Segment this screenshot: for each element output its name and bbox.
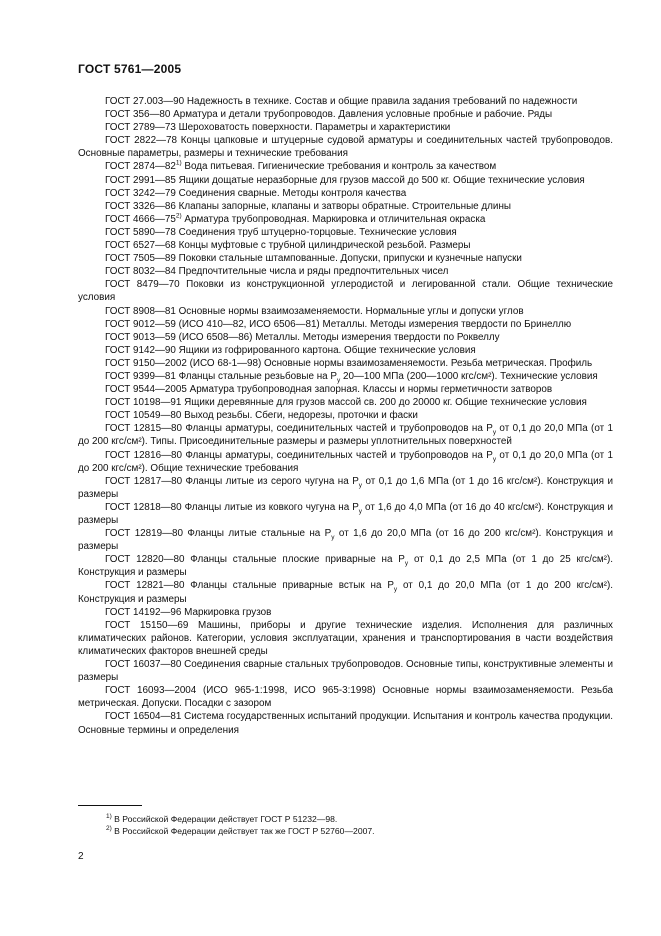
reference-item [78, 226, 613, 239]
reference-text: ГОСТ 2991—85 Ящики дощатые неразборные для грузов массой до 500 кг. Общие технические условия [105, 174, 585, 186]
reference-item [78, 213, 613, 226]
reference-item [78, 396, 613, 409]
reference-text: ГОСТ 15150—69 Машины, приборы и другие технические изделия. Исполнения для различных климатических районов. Категории, условия эксплуатации, хранения и транспортирования в части воздействия климатических факторов внешней среды [78, 619, 613, 657]
reference-text: ГОСТ 2789—73 Шероховатость поверхности. Параметры и характеристики [105, 122, 451, 134]
reference-text: ГОСТ 16037—80 Соединения сварные стальных трубопроводов. Основные типы, конструктивные элементы и размеры [78, 659, 613, 684]
reference-text: ГОСТ 7505—89 Поковки стальные штампованные. Допуски, припуски и кузнечные напуски [105, 253, 522, 265]
reference-item [78, 134, 613, 160]
reference-item [78, 475, 613, 501]
pressure-subscript: у [404, 560, 409, 568]
reference-item [78, 305, 613, 318]
reference-item [78, 553, 613, 579]
reference-item [78, 409, 613, 422]
footnote [106, 813, 375, 825]
page-header: ГОСТ 5761—2005 [78, 62, 182, 76]
reference-text: ГОСТ 16504—81 Система государственных испытаний продукции. Испытания и контроль качества продукции. Основные термины и определения [78, 711, 613, 736]
reference-text: Арматура трубопроводная. Маркировка и отличительная окраска [181, 213, 486, 225]
reference-item [78, 710, 613, 736]
pressure-subscript: у [331, 534, 335, 542]
footnote-mark: 2) [106, 825, 112, 833]
footnote-divider [78, 805, 142, 806]
reference-text: ГОСТ 12817—80 Фланцы литые из серого чугуна на P [105, 475, 359, 487]
reference-item [78, 422, 613, 448]
reference-item [78, 331, 613, 344]
reference-item [78, 501, 613, 527]
reference-text: ГОСТ 12821—80 Фланцы стальные приварные встык на P [105, 580, 394, 592]
reference-item [78, 344, 613, 357]
reference-text: ГОСТ 8908—81 Основные нормы взаимозаменяемости. Нормальные углы и допуски углов [105, 305, 524, 317]
footnote-mark: 1) [175, 160, 182, 168]
reference-item [78, 619, 613, 658]
reference-text: от 0,1 до 1,6 МПа (от 1 до 16 кгс/см²). Конструкция и размеры [78, 475, 613, 500]
reference-item [78, 370, 613, 383]
reference-item [78, 174, 613, 187]
reference-text: от 1,6 до 20,0 МПа (от 16 до 200 кгс/см²). Конструкция и размеры [78, 528, 613, 553]
footnote [106, 825, 375, 837]
footnote-mark: 2) [175, 212, 182, 220]
reference-text: ГОСТ 12818—80 Фланцы литые из ковкого чугуна на P [105, 501, 359, 513]
reference-text: ГОСТ 9150—2002 (ИСО 68-1—98) Основные нормы взаимозаменяемости. Резьба метрическая. Профиль [105, 357, 593, 369]
footnote-text: В Российской Федерации действует ГОСТ Р 51232—98. [111, 814, 338, 824]
reference-text: от 0,1 до 20,0 МПа (от 1 до 200 кгс/см²). Общие технические требования [78, 449, 614, 474]
reference-item [78, 579, 613, 605]
reference-text: от 1,6 до 4,0 МПа (от 16 до 40 кгс/см²). Конструкция и размеры [78, 501, 613, 526]
pressure-subscript: у [358, 481, 363, 489]
reference-item [78, 606, 613, 619]
pressure-subscript: у [336, 376, 341, 384]
pressure-subscript: у [393, 586, 398, 594]
reference-text: ГОСТ 3242—79 Соединения сварные. Методы контроля качества [105, 187, 407, 199]
reference-item [78, 684, 613, 710]
reference-item [78, 265, 613, 278]
reference-item [78, 318, 613, 331]
reference-item [78, 160, 613, 173]
reference-item [78, 357, 613, 370]
reference-text: ГОСТ 12815—80 Фланцы арматуры, соединительных частей и трубопроводов на P [105, 423, 493, 435]
pressure-subscript: у [492, 429, 497, 437]
footnote-mark: 1) [106, 813, 112, 821]
pressure-subscript: у [492, 455, 497, 463]
reference-text: ГОСТ 2874—82 [105, 161, 176, 173]
footnote-text: В Российской Федерации действует так же ГОСТ Р 52760—2007. [111, 826, 375, 836]
reference-item [78, 108, 613, 121]
reference-text: ГОСТ 9399—81 Фланцы стальные резьбовые на P [105, 370, 337, 382]
reference-text: ГОСТ 9544—2005 Арматура трубопроводная запорная. Классы и нормы герметичности затворов [105, 384, 553, 396]
footnotes-list [106, 813, 375, 837]
reference-text: от 0,1 до 20,0 МПа (от 1 до 200 кгс/см²). Типы. Присоединительные размеры и размеры уплотнительных поверхностей [78, 423, 614, 448]
reference-text: ГОСТ 356—80 Арматура и детали трубопроводов. Давления условные пробные и рабочие. Ряды [105, 109, 553, 121]
normative-references-list [78, 95, 613, 737]
reference-item [78, 383, 613, 396]
reference-item [78, 187, 613, 200]
reference-item [78, 121, 613, 134]
reference-text: ГОСТ 12820—80 Фланцы стальные плоские приварные на P [105, 554, 405, 566]
reference-text: ГОСТ 2822—78 Концы цапковые и штуцерные судовой арматуры и соединительных частей трубопроводов. Основные параметры, размеры и технические требования [78, 135, 613, 160]
reference-text: ГОСТ 8479—70 Поковки из конструкционной углеродистой и легированной стали. Общие технические условия [78, 279, 613, 304]
reference-text: ГОСТ 9013—59 (ИСО 6508—86) Металлы. Методы измерения твердости по Роквеллу [105, 331, 500, 343]
reference-text: ГОСТ 16093—2004 (ИСО 965-1:1998, ИСО 965-3:1998) Основные нормы взаимозаменяемости. Резьба метрическая. Допуски. Посадки с зазором [78, 685, 613, 710]
reference-text: ГОСТ 6527—68 Концы муфтовые с трубной цилиндрической резьбой. Размеры [105, 240, 471, 252]
reference-item [78, 449, 613, 475]
reference-item [78, 200, 613, 213]
page-number: 2 [78, 851, 84, 862]
reference-text: ГОСТ 8032—84 Предпочтительные числа и ряды предпочтительных чисел [105, 266, 449, 278]
reference-text: ГОСТ 27.003—90 Надежность в технике. Состав и общие правила задания требований по надежности [105, 96, 578, 107]
reference-text: Вода питьевая. Гигиенические требования и контроль за качеством [181, 161, 497, 173]
reference-text: ГОСТ 14192—96 Маркировка грузов [105, 606, 272, 618]
reference-text: ГОСТ 12816—80 Фланцы арматуры, соединительных частей и трубопроводов на P [105, 449, 493, 461]
reference-text: ГОСТ 9142—90 Ящики из гофрированного картона. Общие технические условия [105, 344, 476, 356]
reference-text: ГОСТ 4666—75 [105, 213, 176, 225]
pressure-subscript: у [358, 507, 363, 515]
reference-item [78, 252, 613, 265]
reference-text: ГОСТ 3326—86 Клапаны запорные, клапаны и затворы обратные. Строительные длины [105, 200, 511, 212]
reference-item [78, 239, 613, 252]
reference-text: от 0,1 до 20,0 МПа (от 1 до 200 кгс/см²). Конструкция и размеры [78, 580, 613, 605]
reference-text: от 0,1 до 2,5 МПа (от 1 до 25 кгс/см²). Конструкция и размеры [78, 554, 613, 579]
reference-text: ГОСТ 10198—91 Ящики деревянные для грузов массой св. 200 до 20000 кг. Общие технические условия [105, 397, 587, 409]
reference-text: ГОСТ 5890—78 Соединения труб штуцерно-торцовые. Технические условия [105, 226, 457, 238]
reference-text: ГОСТ 10549—80 Выход резьбы. Сбеги, недорезы, проточки и фаски [105, 410, 418, 422]
reference-item [78, 527, 613, 553]
reference-item [78, 278, 613, 304]
reference-item [78, 95, 613, 108]
reference-text: 20—100 МПа (200—1000 кгс/см²). Технические условия [340, 370, 598, 382]
reference-text: ГОСТ 9012—59 (ИСО 410—82, ИСО 6506—81) Металлы. Методы измерения твердости по Бринеллю [105, 318, 572, 330]
reference-text: ГОСТ 12819—80 Фланцы литые стальные на P [105, 528, 332, 540]
reference-item [78, 658, 613, 684]
